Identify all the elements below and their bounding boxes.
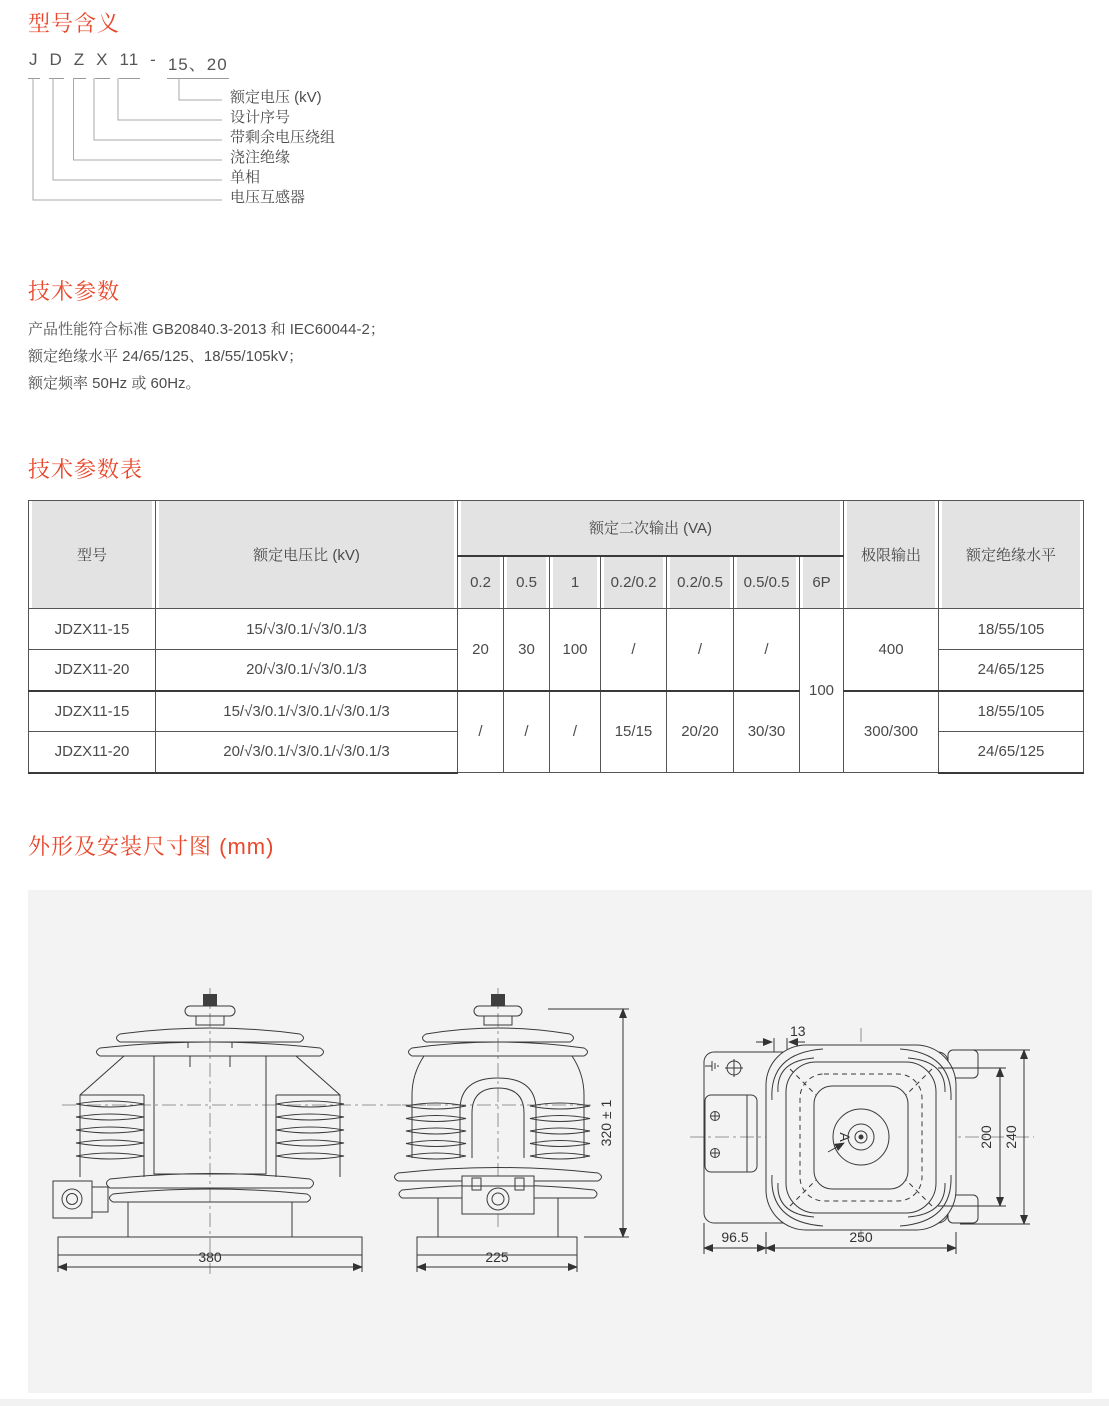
- table-cell-insulation: 24/65/125: [939, 732, 1084, 773]
- code-part: 15、20: [167, 50, 229, 79]
- column-header-class: 0.2/0.2: [601, 556, 667, 609]
- model-code: [28, 50, 229, 79]
- column-header-secondary-output: 额定二次输出 (VA): [458, 501, 844, 556]
- code-part: -: [150, 50, 157, 69]
- table-cell-limit: 400: [844, 609, 939, 691]
- table-cell: 15/15: [601, 691, 667, 773]
- table-cell: 30/30: [734, 691, 800, 773]
- table-row: [29, 691, 1084, 732]
- dimension-label: 240: [1003, 1125, 1019, 1149]
- dimension-label: 320 ± 1: [598, 1099, 614, 1147]
- code-label-design-serial: 设计序号: [230, 109, 291, 126]
- dimension-label: 200: [978, 1125, 994, 1149]
- table-cell-insulation: 24/65/125: [939, 650, 1084, 691]
- spec-line: 额定频率 50Hz 或 60Hz。: [28, 375, 201, 392]
- dimension-label: 225: [485, 1249, 509, 1265]
- table-cell: 30: [504, 609, 550, 691]
- tech-params-text: [28, 316, 385, 397]
- column-header-voltage-ratio: 额定电压比 (kV): [156, 501, 458, 609]
- table-cell-model: JDZX11-15: [29, 609, 156, 650]
- column-header-class: 0.2/0.5: [667, 556, 734, 609]
- column-header-class: 0.5: [504, 556, 550, 609]
- column-header-limit-output: 极限输出: [844, 501, 939, 609]
- code-part: J: [28, 50, 40, 79]
- next-section-strip: [0, 1399, 1109, 1406]
- table-cell-6p: 100: [800, 609, 844, 773]
- table-cell: /: [504, 691, 550, 773]
- dimension-label: 96.5: [721, 1229, 749, 1245]
- code-part: 11: [119, 50, 141, 79]
- table-cell-insulation: 18/55/105: [939, 609, 1084, 650]
- dimension-drawings: [28, 890, 1092, 1393]
- section-title-model-meaning: 型号含义: [28, 11, 121, 36]
- drawing-canvas: [28, 890, 1092, 1393]
- section-title-tech-params: 技术参数: [28, 279, 121, 304]
- column-header-class: 0.2: [458, 556, 504, 609]
- column-header-class: 1: [550, 556, 601, 609]
- spec-line: 产品性能符合标准 GB20840.3-2013 和 IEC60044-2；: [28, 321, 385, 338]
- section-title-dimensions: 外形及安装尺寸图 (mm): [28, 834, 275, 859]
- side-view-drawing: [395, 988, 630, 1272]
- front-view-drawing: [53, 988, 426, 1274]
- code-label-voltage-transformer: 电压互感器: [230, 189, 306, 206]
- dimension-label: 13: [790, 1023, 806, 1039]
- spec-line: 额定绝缘水平 24/65/125、18/55/105kV；: [28, 348, 304, 365]
- code-label-cast-insulation: 浇注绝缘: [230, 149, 291, 166]
- table-cell: /: [601, 609, 667, 691]
- table-cell-insulation: 18/55/105: [939, 691, 1084, 732]
- specs-table: [28, 500, 1084, 774]
- model-code-connector-lines: [28, 78, 228, 208]
- section-title-param-table: 技术参数表: [28, 457, 144, 482]
- table-cell: /: [550, 691, 601, 773]
- table-cell-ratio: 20/√3/0.1/√3/0.1/√3/0.1/3: [156, 732, 458, 773]
- table-cell-model: JDZX11-20: [29, 650, 156, 691]
- code-part: X: [95, 50, 109, 79]
- table-cell: 20: [458, 609, 504, 691]
- code-part: D: [49, 50, 64, 79]
- code-label-rated-voltage: 额定电压 (kV): [230, 89, 322, 106]
- code-label-single-phase: 单相: [230, 169, 261, 186]
- view-arrow-label: A: [837, 1132, 853, 1142]
- table-cell: /: [667, 609, 734, 691]
- table-cell-ratio: 15/√3/0.1/√3/0.1/√3/0.1/3: [156, 691, 458, 732]
- column-header-insulation-level: 额定绝缘水平: [939, 501, 1084, 609]
- table-cell: /: [458, 691, 504, 773]
- table-cell: /: [734, 609, 800, 691]
- dimension-label: 250: [849, 1229, 873, 1245]
- top-view-drawing: [690, 1023, 1034, 1254]
- column-header-class: 6P: [800, 556, 844, 609]
- column-header-class: 0.5/0.5: [734, 556, 800, 609]
- code-label-residual-winding: 带剩余电压绕组: [230, 129, 336, 146]
- table-cell-model: JDZX11-20: [29, 732, 156, 773]
- code-part: Z: [73, 50, 86, 79]
- dimension-label: 380: [198, 1249, 222, 1265]
- table-cell-ratio: 20/√3/0.1/√3/0.1/3: [156, 650, 458, 691]
- column-header-model: 型号: [29, 501, 156, 609]
- table-cell-limit: 300/300: [844, 691, 939, 773]
- table-cell-ratio: 15/√3/0.1/√3/0.1/3: [156, 609, 458, 650]
- table-row: [29, 609, 1084, 650]
- table-cell-model: JDZX11-15: [29, 691, 156, 732]
- table-cell: 20/20: [667, 691, 734, 773]
- table-cell: 100: [550, 609, 601, 691]
